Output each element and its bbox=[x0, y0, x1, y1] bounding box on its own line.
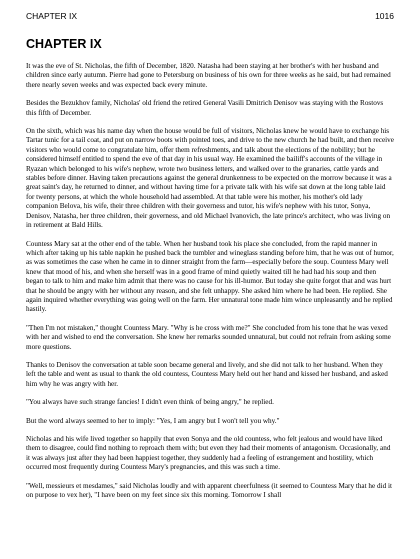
paragraph: It was the eve of St. Nicholas, the fifth of December, 1820. Natasha had been staying at her brother's with her husband and children since early autumn. Pierre had gone to Petersburg on business of his own for three weeks as he said, but had remained there nearly seven weeks and was expected back every minute. bbox=[26, 62, 391, 89]
document-page bbox=[26, 0, 394, 559]
page-number: 1016 bbox=[375, 11, 394, 21]
paragraph: Nicholas and his wife lived together so happily that even Sonya and the old countess, who felt jealous and would have liked them to disagree, could find nothing to reproach them with; but even they had their moments of antagonism. Occasionally, and it was always just after they had been happiest together, they suddenly had a feeling of estrangement and hostility, which occurred most frequently during Countess Mary's pregnancies, and this was such a time. bbox=[26, 435, 391, 472]
chapter-title: CHAPTER IX bbox=[26, 37, 102, 51]
paragraph: "You always have such strange fancies! I didn't even think of being angry," he replied. bbox=[26, 398, 274, 407]
paragraph: On the sixth, which was his name day when the house would be full of visitors, Nicholas knew he would have to exchange his Tartar tunic for a tail coat, and put on narrow boots with pointed toes, and drive to the new church he had built, and then receive visitors who would come to congratulate him, offer them refreshments, and talk about the elections of the nobility; but he considered himself entitled to spend the eve of that day in his usual way. He examined the bailiff's accounts of the village in Ryazan which belonged to his wife's nephew, wrote two business letters, and walked over to the granaries, cattle yards and stables before dinner. Having taken precautions against the general drunkenness to be expected on the morrow because it was a great saint's day, he returned to dinner, and without having time for a private talk with his wife sat down at the long table laid for twenty persons, at which the whole household had assembled. At that table were his mother, his mother's old lady companion Belova, his wife, their three children with their governess and tutor, his wife's nephew with his tutor, Sonya, Denisov, Natasha, her three children, their governess, and old Michael Ivanovich, the late prince's architect, who was living on in retirement at Bald Hills. bbox=[26, 127, 394, 230]
paragraph: But the word always seemed to her to imply: "Yes, I am angry but I won't tell you why." bbox=[26, 416, 280, 425]
paragraph: Countess Mary sat at the other end of the table. When her husband took his place she concluded, from the rapid manner in which after taking up his table napkin he pushed back the tumbler and wineglass standing before him, that he was out of humor, as was sometimes the case when he came in to dinner straight from the farm—especially before the soup. Countess Mary well knew that mood of his, and when she herself was in a good frame of mind quietly waited till he had had his soup and then began to talk to him and make him admit that there was no cause for his ill-humor. But today she quite forgot that and was hurt that he should be angry with her without any reason, and she felt unhappy. She asked him where he had been. He replied. She again inquired whether everything was going well on the farm. Her unnatural tone made him wince unpleasantly and he replied hastily. bbox=[26, 239, 394, 314]
running-title: CHAPTER IX bbox=[26, 11, 78, 21]
paragraph: "Well, messieurs et mesdames," said Nicholas loudly and with apparent cheerfulness (it seemed to Countess Mary that he did it on purpose to vex her), "I have been on my feet since six this morning. Tomorrow I shall bbox=[26, 481, 392, 500]
paragraph: Besides the Bezukhov family, Nicholas' old friend the retired General Vasili Dmitrich Denisov was staying with the Rostovs this fifth of December. bbox=[26, 99, 384, 117]
paragraph: Thanks to Denisov the conversation at table soon became general and lively, and she did not talk to her husband. When they left the table and went as usual to thank the old countess, Countess Mary held out her hand and kissed her husband, and asked him why he was angry with her. bbox=[26, 360, 388, 388]
running-header bbox=[26, 9, 394, 23]
paragraph: "Then I'm not mistaken," thought Countess Mary. "Why is he cross with me?" She concluded from his tone that he was vexed with her and wished to end the conversation. She knew her remarks sounded unnatural, but could not refrain from asking some more questions. bbox=[26, 323, 391, 351]
body-text bbox=[26, 62, 394, 509]
